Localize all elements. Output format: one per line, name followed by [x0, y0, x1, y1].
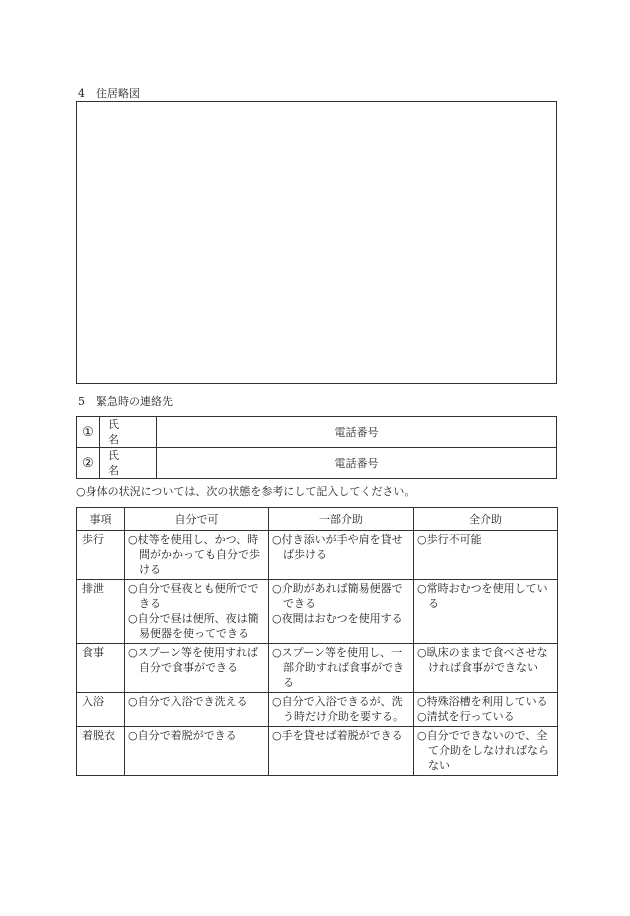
self-cell — [125, 644, 269, 693]
name-label: 氏名 — [100, 417, 157, 448]
header-item: 事項 — [77, 508, 125, 531]
care-option: ○スプーン等を使用し、一部介助すれば食事ができる — [272, 646, 404, 689]
emergency-contact-table — [76, 416, 557, 479]
care-row-dressing — [77, 727, 558, 776]
care-option: ○介助があれば簡易便器でできる — [272, 582, 403, 610]
care-row-meals — [77, 644, 558, 693]
care-option: ○自分で昼夜とも便所でできる — [128, 582, 259, 610]
self-cell — [125, 693, 269, 727]
header-partial: 一部介助 — [269, 508, 414, 531]
care-item: 着脱衣 — [77, 727, 125, 776]
phone-number-label[interactable]: 電話番号 — [157, 417, 557, 448]
care-option: ○杖等を使用し、かつ、時間がかかっても自分で歩ける — [128, 533, 260, 576]
partial-cell — [269, 531, 414, 580]
partial-cell — [269, 580, 414, 644]
full-cell — [414, 693, 558, 727]
care-option: ○特殊浴槽を利用している — [417, 695, 548, 708]
care-item: 食事 — [77, 644, 125, 693]
care-row-walking — [77, 531, 558, 580]
self-cell — [125, 531, 269, 580]
contact-number: ② — [77, 448, 100, 479]
full-cell — [414, 644, 558, 693]
contact-row — [77, 417, 557, 448]
care-option: ○臥床のままで食べさせなければ食事ができない — [417, 646, 548, 674]
care-item: 歩行 — [77, 531, 125, 580]
full-cell — [414, 580, 558, 644]
header-full: 全介助 — [414, 508, 558, 531]
partial-cell — [269, 727, 414, 776]
care-option: ○自分で入浴できるが、洗う時だけ介助を要する。 — [272, 695, 404, 723]
care-option: ○清拭を行っている — [417, 710, 515, 723]
partial-cell — [269, 644, 414, 693]
care-option: ○付き添いが手や肩を貸せば歩ける — [272, 533, 403, 561]
care-option: ○自分で昼は便所、夜は簡易便器を使ってできる — [128, 612, 259, 640]
body-condition-note: ○身体の状況については、次の状態を参考にして記入してください。 — [76, 485, 416, 498]
care-row-excretion — [77, 580, 558, 644]
care-option: ○自分で着脱ができる — [128, 729, 237, 742]
self-cell — [125, 727, 269, 776]
care-item: 入浴 — [77, 693, 125, 727]
care-row-bathing — [77, 693, 558, 727]
name-label: 氏名 — [100, 448, 157, 479]
header-self: 自分で可 — [125, 508, 269, 531]
care-table-header-row — [77, 508, 558, 531]
contact-row — [77, 448, 557, 479]
care-level-table — [76, 507, 558, 776]
care-option: ○自分で入浴でき洗える — [128, 695, 248, 708]
section-5-heading: 5 緊急時の連絡先 — [78, 395, 173, 408]
care-option: ○手を貸せば着脱ができる — [272, 729, 403, 742]
full-cell — [414, 531, 558, 580]
partial-cell — [269, 693, 414, 727]
care-item: 排泄 — [77, 580, 125, 644]
contact-number: ① — [77, 417, 100, 448]
care-option: ○歩行不可能 — [417, 533, 482, 546]
care-option: ○自分でできないので、全て介助をしなければならない — [417, 729, 549, 772]
self-cell — [125, 580, 269, 644]
section-4-heading: 4 住居略図 — [78, 87, 140, 100]
floor-plan-box[interactable] — [76, 101, 557, 384]
phone-number-label[interactable]: 電話番号 — [157, 448, 557, 479]
care-option: ○スプーン等を使用すれば自分で食事ができる — [128, 646, 259, 674]
care-option: ○常時おむつを使用している — [417, 582, 548, 610]
full-cell — [414, 727, 558, 776]
care-option: ○夜間はおむつを使用する — [272, 612, 403, 625]
